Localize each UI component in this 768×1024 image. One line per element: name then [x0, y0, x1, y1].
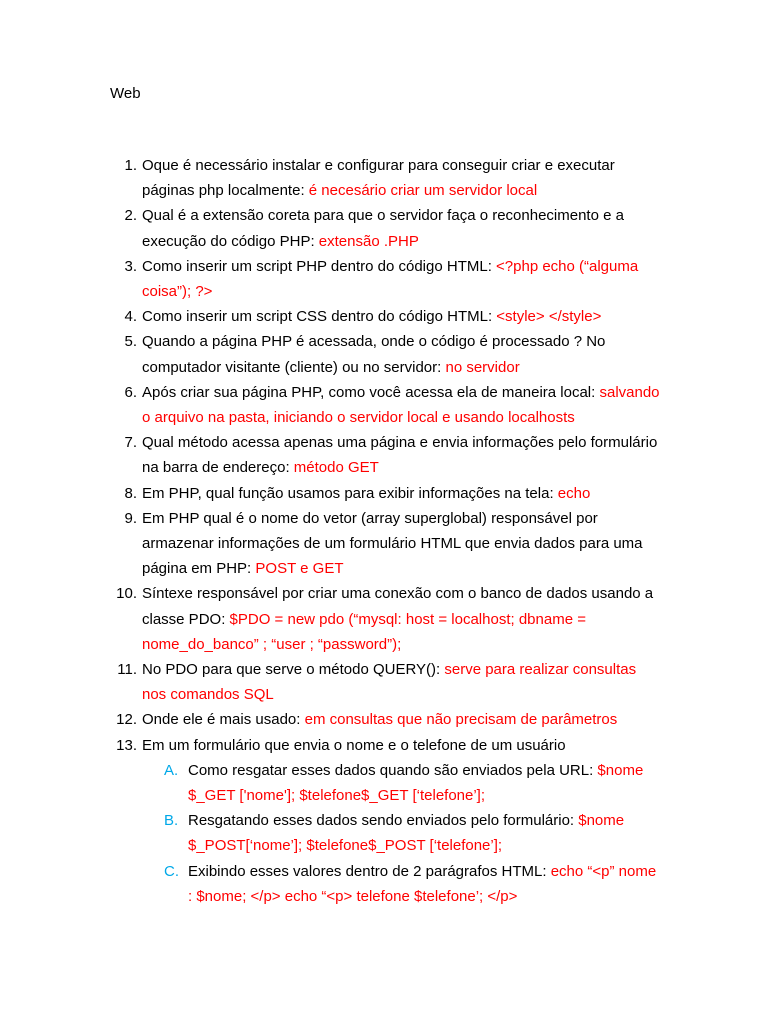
question-item — [0, 203, 662, 253]
question-item — [0, 380, 662, 430]
subquestion-text: Resgatando esses dados sendo enviados pelo formulário: — [188, 812, 579, 830]
subquestion-item — [0, 808, 658, 858]
subquestion-answer: $nome $_GET ['nome']; $telefone$_GET [‘telefone’]; — [188, 761, 644, 805]
question-text: Oque é necessário instalar e configurar para conseguir criar e executar páginas php localmente: — [142, 157, 615, 200]
question-item — [0, 707, 662, 732]
question-list — [0, 153, 768, 909]
question-text: Como inserir um script PHP dentro do código HTML: — [142, 257, 497, 275]
question-text: Qual método acessa apenas uma página e envia informações pelo formulário na barra de endereço: — [142, 434, 658, 477]
question-item — [0, 481, 662, 506]
question-number: 2. — [124, 207, 137, 225]
question-item — [0, 506, 662, 582]
question-item — [0, 153, 662, 203]
answer-text: serve para realizar consultas nos comandos SQL — [142, 661, 637, 704]
question-text: Síntexe responsável por criar uma conexão com o banco de dados usando a classe PDO: — [142, 585, 654, 628]
document-title: Web — [110, 85, 141, 102]
question-item — [0, 581, 662, 657]
answer-text: salvando o arquivo na pasta, iniciando o servidor local e usando localhosts — [142, 383, 660, 427]
answer-text: echo — [557, 484, 591, 502]
question-number: 5. — [124, 333, 137, 351]
question-item — [0, 254, 662, 304]
question-text: Em um formulário que envia o nome e o telefone de um usuário — [142, 736, 566, 754]
question-number: 9. — [124, 509, 137, 527]
question-item — [0, 430, 662, 480]
question-number: 3. — [124, 257, 137, 275]
subquestion-answer: $nome $_POST[‘nome’]; $telefone$_POST [‘telefone’]; — [188, 812, 625, 855]
subquestion-letter: C. — [164, 862, 179, 880]
question-text: Após criar sua página PHP, como você acessa ela de maneira local: — [142, 383, 600, 401]
question-item — [0, 304, 662, 329]
question-item — [0, 733, 662, 758]
answer-text: <style> </style> — [496, 308, 602, 326]
question-number: 10. — [116, 585, 137, 603]
question-text: No PDO para que serve o método QUERY(): — [142, 661, 445, 679]
question-text: Em PHP qual é o nome do vetor (array superglobal) responsável por armazenar informações de um formulário HTML que envia dados para uma página em PHP: — [142, 509, 643, 578]
question-text: Quando a página PHP é acessada, onde o código é processado ? No computador visitante (cliente) ou no servidor: — [142, 333, 606, 376]
question-number: 4. — [124, 308, 137, 326]
answer-text: <?php echo (“alguma coisa”); ?> — [142, 257, 639, 301]
subquestion-letter: B. — [164, 812, 179, 830]
question-text: Onde ele é mais usado: — [142, 711, 305, 729]
answer-text: extensão .PHP — [318, 232, 419, 250]
answer-text: em consultas que não precisam de parâmetros — [304, 711, 618, 729]
question-number: 7. — [124, 434, 137, 452]
subquestion-text: Como resgatar esses dados quando são enviados pela URL: — [188, 761, 598, 779]
question-number: 8. — [124, 484, 137, 502]
question-item — [0, 329, 662, 379]
subquestion-letter: A. — [164, 761, 179, 779]
question-text: Como inserir um script CSS dentro do código HTML: — [142, 308, 497, 326]
question-text: Qual é a extensão coreta para que o servidor faça o reconhecimento e a execução do código PHP: — [142, 207, 624, 250]
subquestion-item — [0, 758, 658, 808]
answer-text: no servidor — [445, 358, 520, 376]
question-item — [0, 657, 662, 707]
question-number: 6. — [124, 383, 137, 401]
answer-text: método GET — [293, 459, 379, 477]
subquestion-text: Exibindo esses valores dentro de 2 parágrafos HTML: — [188, 862, 551, 880]
subquestion-answer: echo “<p” nome : $nome; </p> echo “<p> telefone $telefone’; </p> — [188, 862, 657, 905]
question-number: 11. — [117, 661, 137, 679]
question-text: Em PHP, qual função usamos para exibir informações na tela: — [142, 484, 558, 502]
subquestion-item — [0, 859, 658, 909]
question-number: 1. — [124, 157, 137, 174]
question-number: 12. — [116, 711, 137, 729]
answer-text: $PDO = new pdo (“mysql: host = localhost; dbname = nome_do_banco” ; “user ; “password”); — [142, 610, 586, 653]
answer-text: POST e GET — [255, 560, 344, 578]
question-number: 13. — [116, 736, 137, 754]
answer-text: é necesário criar um servidor local — [308, 182, 538, 200]
subquestion-list — [0, 758, 768, 909]
